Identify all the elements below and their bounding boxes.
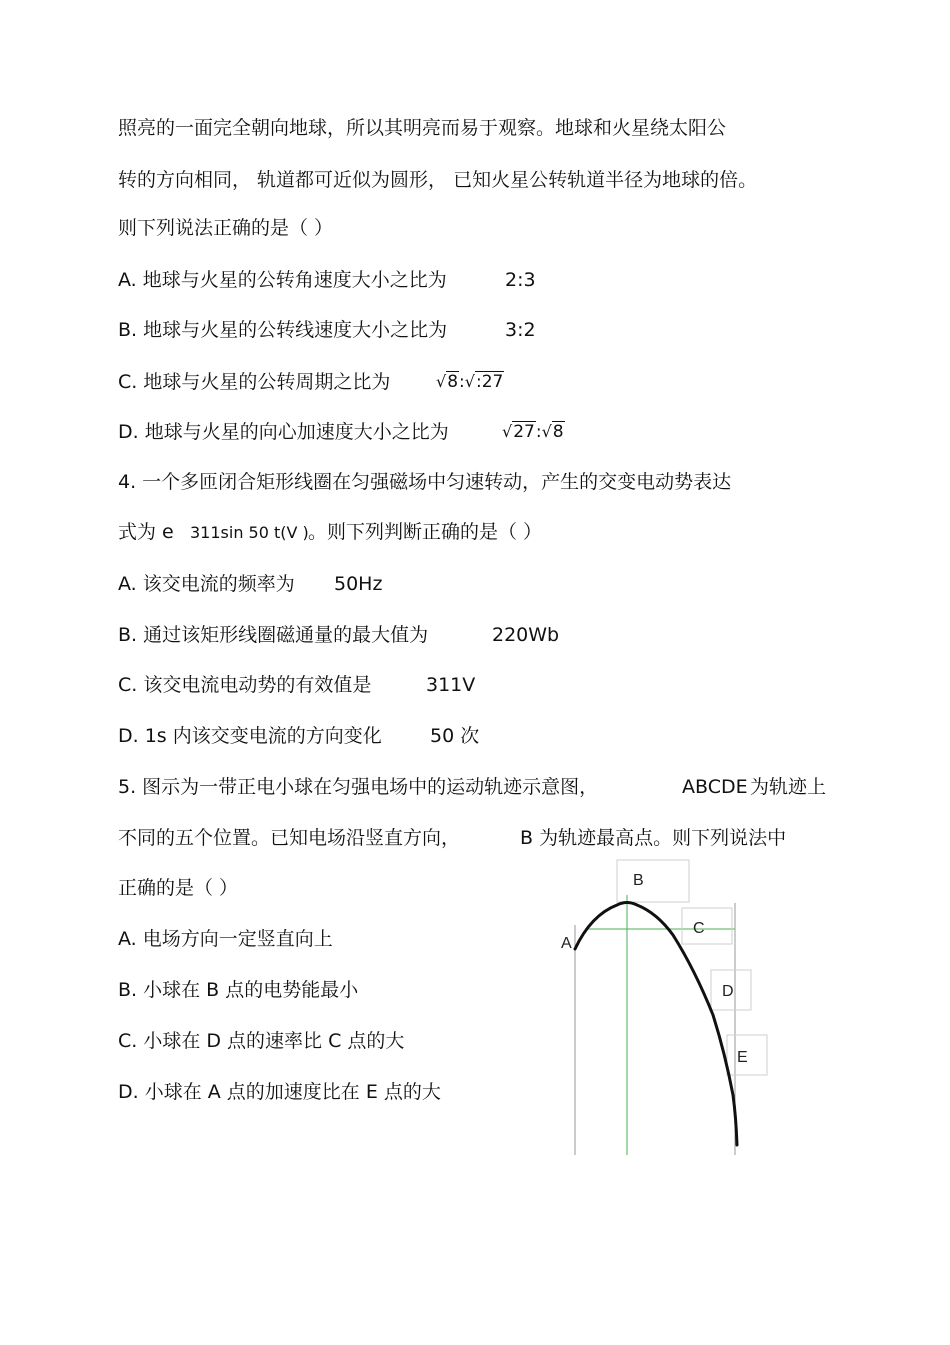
- q5-option-c: C. 小球在 D 点的速率比 C 点的大: [118, 1030, 405, 1052]
- q4-option-c: C. 该交电流电动势的有效值是: [118, 674, 372, 696]
- q5-stem-line-1: 5. 图示为一带正电小球在匀强电场中的运动轨迹示意图，: [118, 776, 599, 798]
- point-e-label: E: [737, 1049, 748, 1066]
- q5-option-b: B. 小球在 B 点的电势能最小: [118, 979, 359, 1001]
- point-c-label: C: [693, 920, 705, 937]
- q5-option-a: A. 电场方向一定竖直向上: [118, 928, 333, 950]
- label-b-box: [617, 860, 689, 902]
- intro-line-3: 则下列说法正确的是（ ）: [118, 217, 334, 239]
- q3-option-a-value: 2:3: [505, 269, 536, 291]
- label-c-box: [682, 908, 732, 944]
- d-left-radicand: 27: [513, 422, 535, 442]
- intro-line-1: 照亮的一面完全朝向地球，所以其明亮而易于观察。地球和火星绕太阳公: [118, 117, 727, 139]
- q4-option-b-value: 220Wb: [492, 624, 560, 646]
- q5-option-d: D. 小球在 A 点的加速度比在 E 点的大: [118, 1081, 441, 1103]
- c-right-radicand: :27: [475, 372, 504, 392]
- q5-stem-line-2-end: B 为轨迹最高点。则下列说法中: [520, 827, 787, 849]
- q3-option-d-ratio: √27:√8: [502, 422, 564, 442]
- q4-option-d-value: 50 次: [430, 725, 480, 747]
- q4-stem-line-2-prefix: 式为 e: [118, 521, 174, 543]
- q3-option-d: D. 地球与火星的向心加速度大小之比为: [118, 421, 449, 443]
- q4-stem-line-1: 4. 一个多匝闭合矩形线圈在匀强磁场中匀速转动，产生的交变电动势表达: [118, 471, 732, 493]
- d-right-radicand: 8: [552, 422, 564, 442]
- q4-emf-formula: 311sin 50 t(V ): [190, 523, 309, 542]
- point-d-label: D: [722, 983, 734, 1000]
- q4-option-c-value: 311V: [426, 674, 476, 696]
- q3-option-c: C. 地球与火星的公转周期之比为: [118, 371, 391, 393]
- q4-stem-line-2-suffix: 。则下列判断正确的是（ ）: [308, 521, 543, 543]
- q5-stem-line-2: 不同的五个位置。已知电场沿竖直方向，: [118, 827, 461, 849]
- trajectory-curve: [575, 903, 737, 1146]
- q5-stem-line-1-end: 为轨迹上: [750, 776, 827, 798]
- c-left-radicand: 8: [447, 372, 459, 392]
- q5-stem-line-3: 正确的是（ ）: [118, 877, 239, 899]
- q3-option-b-value: 3:2: [505, 319, 536, 341]
- trajectory-figure: [555, 855, 785, 1160]
- q3-option-a: A. 地球与火星的公转角速度大小之比为: [118, 269, 447, 291]
- point-b-label: B: [633, 872, 644, 889]
- q3-option-c-ratio: √8:√:27: [436, 372, 504, 392]
- q4-option-b: B. 通过该矩形线圈磁通量的最大值为: [118, 624, 429, 646]
- q3-option-b: B. 地球与火星的公转线速度大小之比为: [118, 319, 448, 341]
- intro-line-2: 转的方向相同， 轨道都可近似为圆形， 已知火星公转轨道半径为地球的倍。: [118, 169, 758, 191]
- q4-option-a: A. 该交电流的频率为: [118, 573, 295, 595]
- c-separator: :: [459, 372, 465, 392]
- q4-option-d: D. 1s 内该交变电流的方向变化: [118, 725, 382, 747]
- q5-stem-positions: ABCDE: [682, 776, 748, 798]
- d-separator: :: [535, 422, 542, 442]
- point-a-label: A: [561, 935, 572, 952]
- q4-option-a-value: 50Hz: [334, 573, 383, 595]
